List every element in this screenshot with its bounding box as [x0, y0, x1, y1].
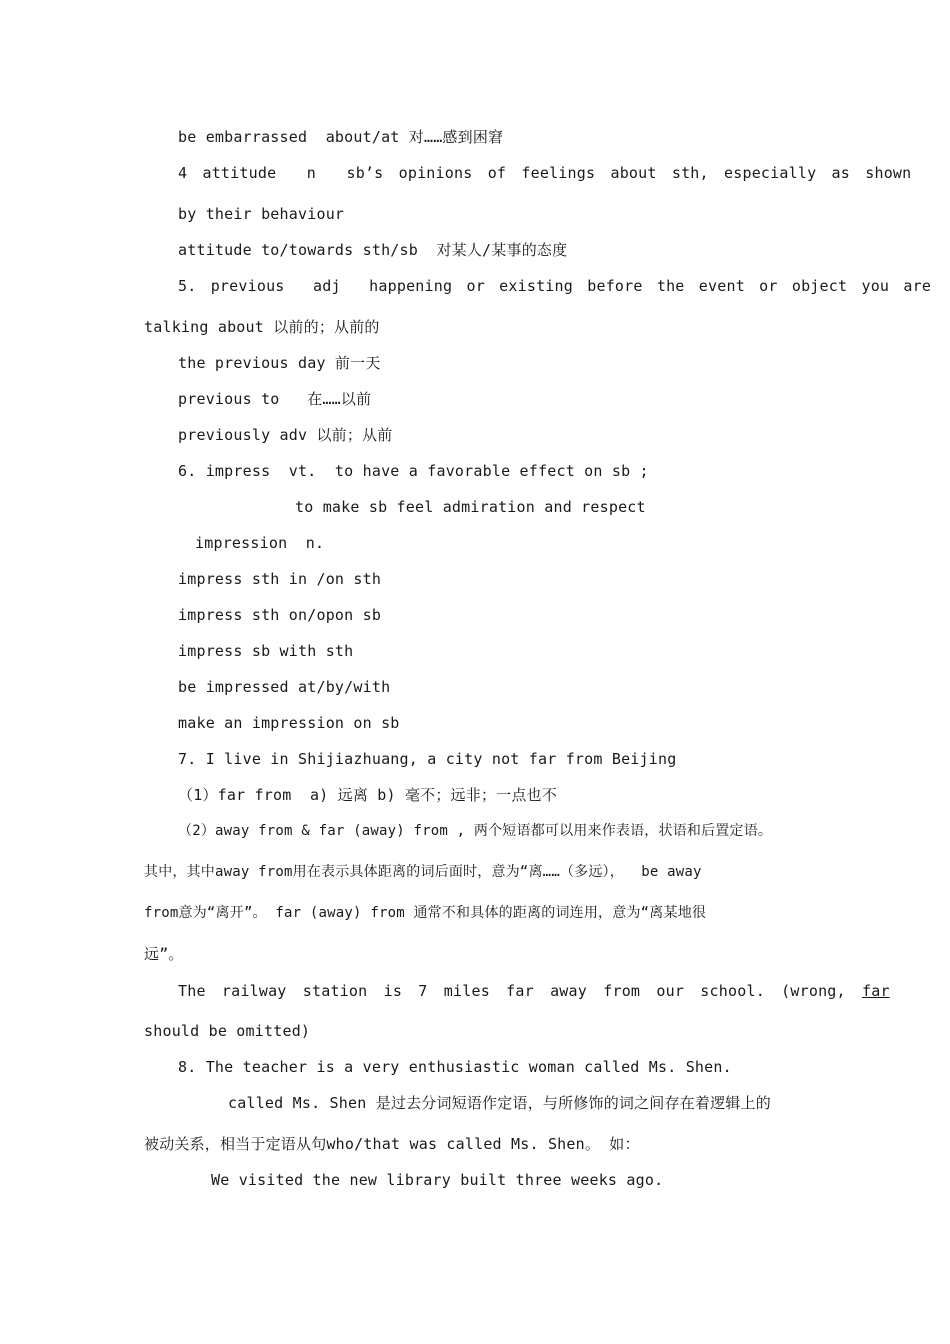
text-line: impression n. — [195, 534, 325, 552]
underlined-word: far — [862, 982, 890, 1000]
text-line: talking about 以前的；从前的 — [144, 318, 380, 336]
text-line: 其中，其中away from用在表示具体距离的词后面时，意为“离……（多远）， be away — [144, 864, 702, 880]
text-line: 远”。 — [144, 945, 184, 963]
text-line: （1）far from a) 远离 b) 毫不；远非；一点也不 — [178, 786, 557, 804]
text-line: should be omitted) — [144, 1022, 311, 1040]
text-line: attitude to/towards sth/sb 对某人/某事的态度 — [178, 241, 568, 259]
text-segment: The railway station is 7 miles far away from our school. (wrong, — [178, 982, 862, 1000]
text-line: previously adv 以前；从前 — [178, 426, 393, 444]
text-line: 4 attitude n sb’s opinions of feelings about sth, especially as shown — [178, 164, 912, 182]
text-line: to make sb feel admiration and respect — [295, 498, 646, 516]
text-line: We visited the new library built three weeks ago. — [211, 1171, 664, 1189]
text-line: called Ms. Shen 是过去分词短语作定语，与所修饰的词之间存在着逻辑上的 — [228, 1094, 771, 1112]
text-line: be impressed at/by/with — [178, 678, 391, 696]
text-line: 8. The teacher is a very enthusiastic woman called Ms. Shen. — [178, 1058, 732, 1076]
text-line: by their behaviour — [178, 205, 345, 223]
text-line: impress sth in /on sth — [178, 570, 382, 588]
text-line: make an impression on sb — [178, 714, 400, 732]
text-line: impress sth on/opon sb — [178, 606, 382, 624]
text-line — [178, 981, 890, 1001]
text-line: be embarrassed about/at 对……感到困窘 — [178, 128, 504, 146]
text-line: （2）away from & far (away) from , 两个短语都可以用来作表语，状语和后置定语。 — [178, 823, 773, 839]
text-line: previous to 在……以前 — [178, 390, 372, 408]
text-line: 6. impress vt. to have a favorable effect on sb ; — [178, 462, 649, 480]
text-line: 5. previous adj happening or existing before the event or object you are — [178, 277, 932, 295]
text-line: from意为“离开”。 far (away) from 通常不和具体的距离的词连用，意为“离某地很 — [144, 905, 707, 921]
text-line: impress sb with sth — [178, 642, 354, 660]
text-line: 被动关系，相当于定语从句who/that was called Ms. Shen。 如： — [144, 1135, 640, 1153]
text-line: the previous day 前一天 — [178, 354, 381, 372]
text-line: 7. I live in Shijiazhuang, a city not far from Beijing — [178, 750, 677, 768]
